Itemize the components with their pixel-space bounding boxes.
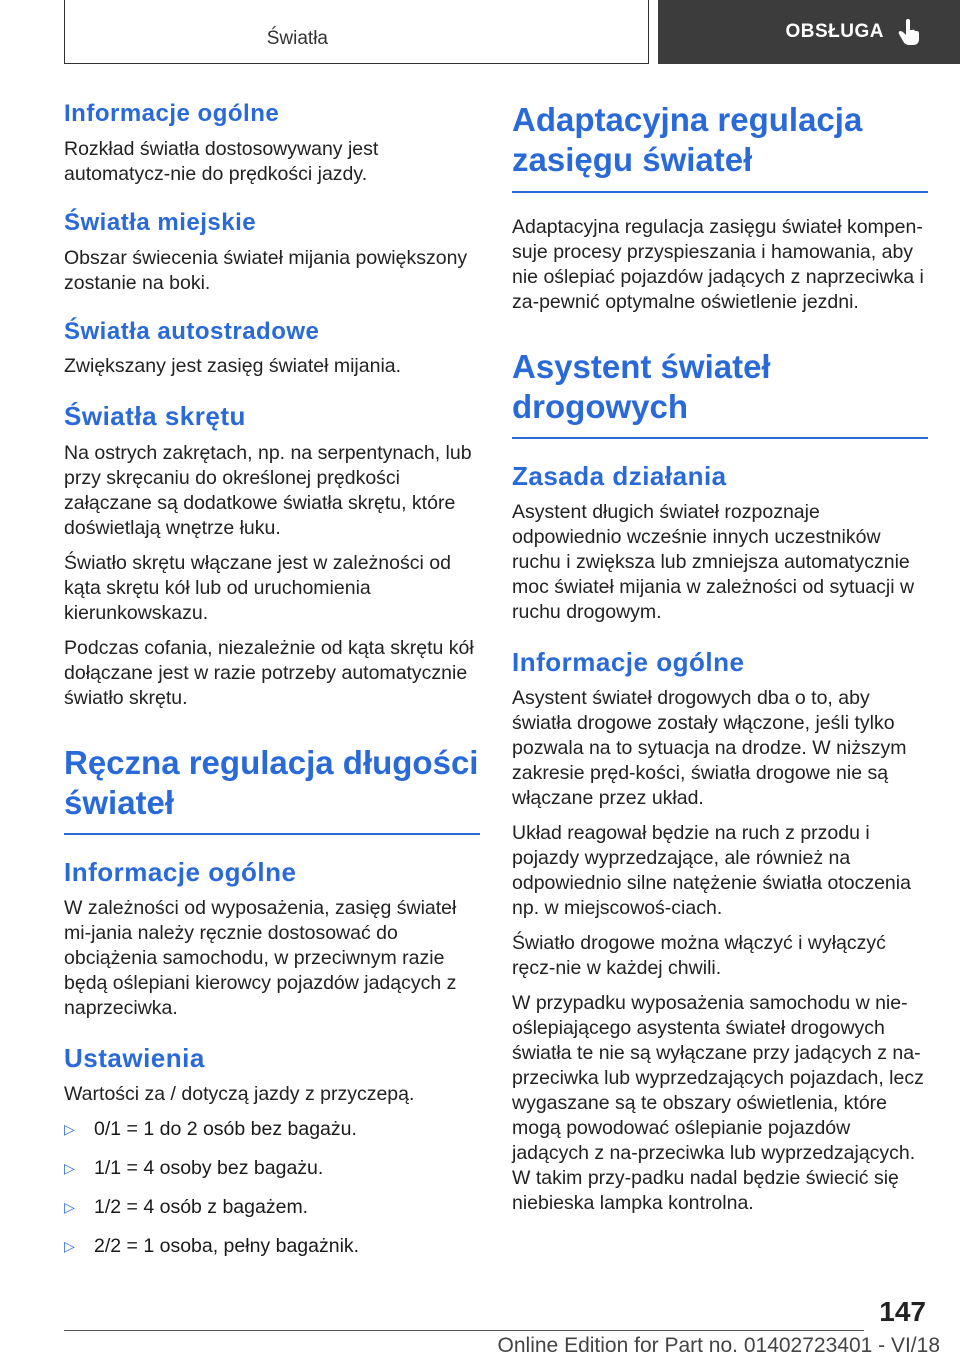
paragraph: Rozkład światła dostosowywany jest automatycz-nie do prędkości jazdy. — [64, 137, 379, 185]
settings-list — [64, 1117, 480, 1259]
heading-high-beam-assistant: Asystent świateł drogowych — [512, 347, 928, 440]
header-frame — [64, 0, 649, 64]
heading-settings: Ustawienia — [64, 1043, 205, 1074]
triangle-bullet-icon: ▷ — [64, 1160, 75, 1177]
list-item: ▷ 1/2 = 4 osób z bagażem. — [64, 1196, 309, 1219]
paragraph: W zależności od wyposażenia, zasięg świateł mi-jania należy ręcznie dostosować do obciążenia samochodu, w przeciwnym razie będą oślepiani kierowcy pojazdów jadących z naprzeciwka. — [64, 897, 457, 1020]
heading-cornering-lights: Światła skrętu — [64, 401, 246, 432]
triangle-bullet-icon: ▷ — [64, 1199, 75, 1216]
footer-edition: Online Edition for Part no. 01402723401 - VI/18 — [497, 1334, 940, 1357]
triangle-bullet-icon: ▷ — [64, 1238, 75, 1255]
heading-operating-principle: Zasada działania — [512, 461, 727, 491]
list-item: ▷ 0/1 = 1 do 2 osób bez bagażu. — [64, 1118, 357, 1141]
header-tab — [658, 0, 960, 64]
paragraph: Światło drogowe można włączyć i wyłączyć ręcz-nie w każdej chwili. — [512, 932, 886, 980]
heading-city-lights: Światła miejskie — [64, 208, 257, 236]
heading-motorway-lights: Światła autostradowe — [64, 317, 320, 345]
heading-general-info: Informacje ogólne — [64, 100, 280, 127]
paragraph: W przypadku wyposażenia samochodu w nie-oślepiającego asystenta świateł drogowych światła te nie są wyłączane przy jadących z na-przeciwka lub wyprzedzających pojazdach, lecz wygaszane są te obszary oświetlenia, które mogą powodować oślepianie pojazdów jadących z na-przeciwka lub wyprzedzających. W takim przy-padku nadal będzie świecić się niebieska lampka kontrolna. — [512, 992, 924, 1215]
triangle-bullet-icon: ▷ — [64, 1121, 75, 1138]
paragraph: Światło skrętu włączane jest w zależności od kąta skrętu kół lub od uruchomienia kierunkowskazu. — [64, 551, 451, 624]
heading-manual-headlight-range: Ręczna regulacja długości świateł — [64, 743, 480, 836]
paragraph: Obszar świecenia świateł mijania powiększony zostanie na boki. — [64, 246, 468, 294]
paragraph: Układ reagował będzie na ruch z przodu i pojazdy wyprzedzające, ale również na odpowiednio silne natężenie światła otoczenia np. w miejscowoś-ciach. — [512, 822, 911, 920]
pointing-hand-icon — [898, 19, 920, 45]
paragraph: Wartości za / dotyczą jazdy z przyczepą. — [64, 1083, 415, 1106]
left-column — [64, 100, 480, 1273]
heading-adaptive-headlight-range: Adaptacyjna regulacja zasięgu świateł — [512, 100, 928, 193]
heading-general-info-2: Informacje ogólne — [64, 857, 297, 888]
header-tab-label: OBSŁUGA — [785, 21, 884, 42]
list-item: ▷ 2/2 = 1 osoba, pełny bagażnik. — [64, 1235, 360, 1258]
paragraph: Adaptacyjna regulacja zasięgu świateł kompen-suje procesy przyspieszania i hamowania, aby nie oślepiać pojazdów jadących z naprzeciwka i za-pewnić optymalne oświetlenie jezdni. — [512, 215, 924, 313]
footer-divider — [64, 1330, 864, 1331]
paragraph: Asystent świateł drogowych dba o to, aby światła drogowe zostały włączone, jeśli tylko pozwala na to sytuacja na drodze. W niższym zakresie pręd-kości, światła drogowe nie są włączane przez układ. — [512, 687, 907, 810]
heading-general-info-3: Informacje ogólne — [512, 647, 745, 678]
list-item: ▷ 1/1 = 4 osoby bez bagażu. — [64, 1157, 324, 1180]
paragraph: Na ostrych zakrętach, np. na serpentynach, lub przy skręcaniu do określonej prędkości załączane są dodatkowe światła skrętu, które doświetlają wnętrze łuku. — [64, 441, 472, 539]
page-number: 147 — [879, 1296, 926, 1327]
paragraph: Asystent długich świateł rozpoznaje odpowiednio wcześnie innych uczestników ruchu i zwiększa lub zmniejsza automatycznie moc świateł mijania w zależności od sytuacji w ruchu drogowym. — [512, 501, 915, 624]
paragraph: Podczas cofania, niezależnie od kąta skrętu kół dołączane jest w razie potrzeby automatycznie światło skrętu. — [64, 636, 474, 709]
paragraph: Zwiększany jest zasięg świateł mijania. — [64, 355, 402, 378]
right-column — [512, 100, 928, 1226]
header-section-title: Światła — [266, 28, 328, 49]
